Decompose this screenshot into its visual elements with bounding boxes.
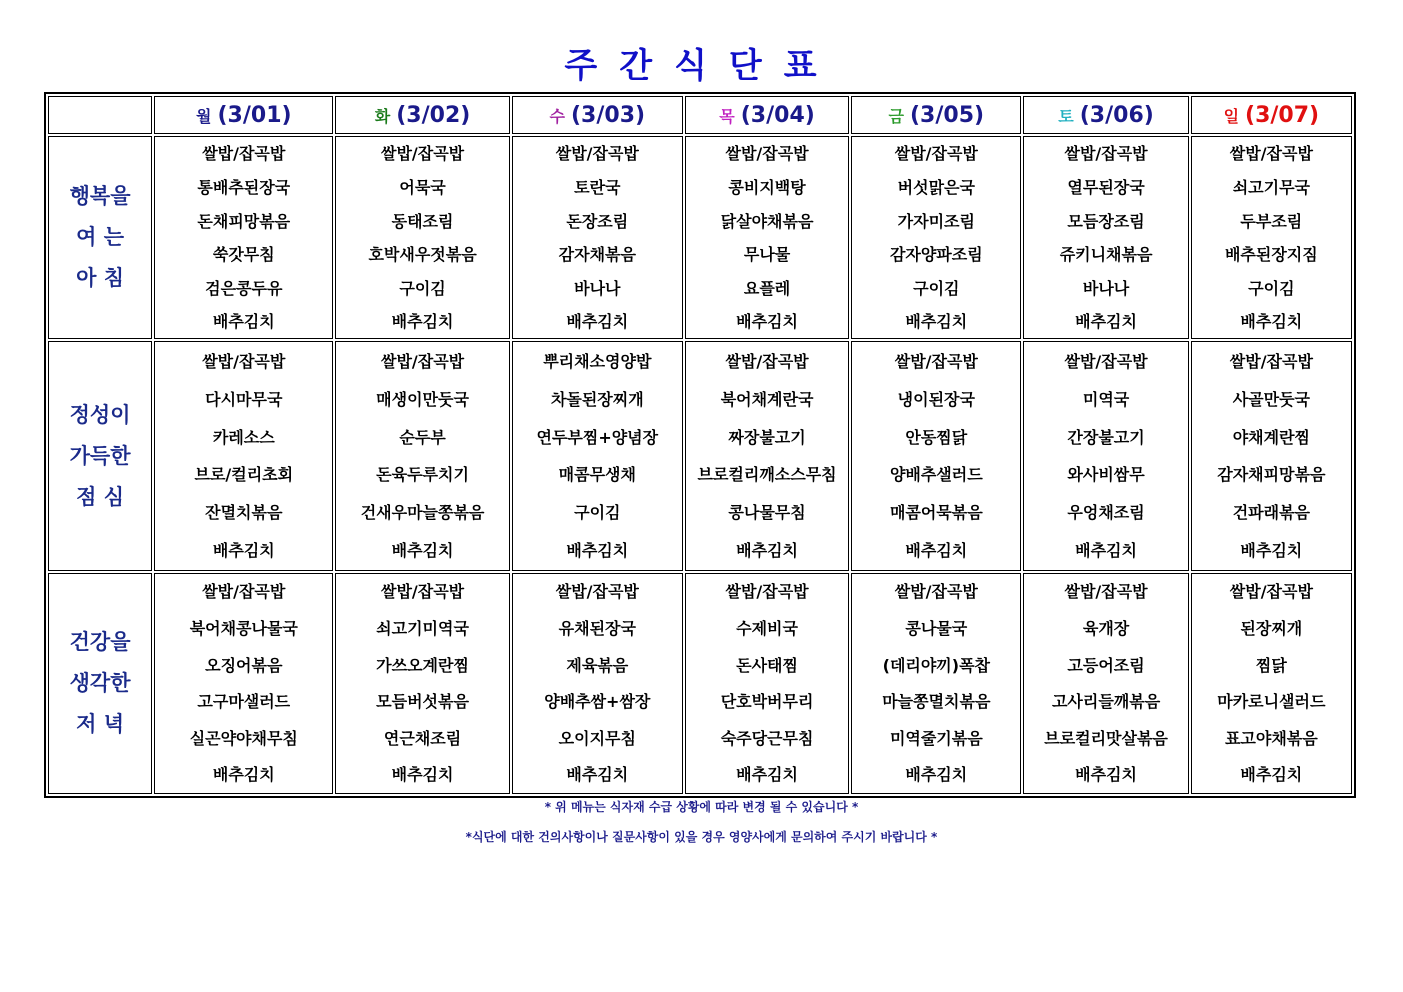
menu-item: 쌀밥/잡곡밥	[202, 582, 286, 602]
day-header	[1191, 96, 1352, 134]
meal-label	[48, 136, 152, 339]
menu-item: 건파래볶음	[1232, 503, 1310, 523]
menu-item: 사골만둣국	[1232, 389, 1310, 409]
menu-item: 마카로니샐러드	[1217, 692, 1326, 712]
menu-item: 구이김	[913, 278, 960, 298]
day-glyph: 월	[196, 106, 212, 126]
menu-item: 와사비쌈무	[1067, 465, 1145, 485]
menu-item: 콩비지백탕	[728, 177, 806, 197]
menu-item: 어묵국	[399, 177, 446, 197]
day-header	[851, 96, 1021, 134]
menu-item: 배추김치	[391, 765, 454, 785]
meal-label-line: 정성이	[69, 402, 131, 427]
menu-item: 브로컬리맛살볶음	[1044, 728, 1168, 748]
menu-item: 배추김치	[212, 765, 275, 785]
menu-item: 유채된장국	[558, 619, 636, 639]
menu-item: 실곤약야채무침	[189, 728, 298, 748]
day-date: (3/01)	[217, 102, 292, 128]
breakfast-row	[48, 136, 1352, 339]
menu-item: 콩나물무침	[728, 503, 806, 523]
menu-item: 배추김치	[736, 312, 798, 332]
menu-cell	[1191, 136, 1352, 339]
menu-cell	[1023, 573, 1188, 794]
menu-item: 다시마무국	[205, 389, 283, 409]
menu-item: 바나나	[574, 278, 621, 298]
menu-item: 쌀밥/잡곡밥	[894, 351, 978, 371]
menu-item: 쌀밥/잡곡밥	[1229, 144, 1313, 164]
menu-item: 감자양파조림	[889, 245, 983, 265]
menu-item: 우엉채조림	[1067, 503, 1145, 523]
menu-item: 버섯맑은국	[897, 177, 975, 197]
menu-item: (데리야끼)폭찹	[882, 655, 990, 675]
menu-item: 고사리들깨볶음	[1051, 692, 1161, 712]
day-date: (3/07)	[1245, 102, 1320, 128]
meal-label-line: 여 는	[76, 225, 125, 250]
menu-item: 배추김치	[1240, 312, 1303, 332]
meal-label	[48, 341, 152, 570]
menu-item: 쇠고기무국	[1232, 177, 1310, 197]
menu-item: 차돌된장찌개	[550, 389, 644, 409]
menu-item: 마늘쫑멸치볶음	[882, 692, 991, 712]
menu-item: 쌀밥/잡곡밥	[1064, 582, 1148, 602]
menu-item: 구이김	[1248, 278, 1295, 298]
menu-item: 쌀밥/잡곡밥	[380, 582, 465, 602]
menu-item: 미역줄기볶음	[889, 728, 983, 748]
lunch-row	[48, 341, 1352, 570]
menu-item: 수제비국	[736, 619, 798, 639]
menu-cell	[154, 573, 333, 794]
menu-item: 양배추샐러드	[889, 465, 983, 485]
menu-cell	[685, 573, 849, 794]
menu-item: 야채계란찜	[1232, 427, 1310, 447]
menu-item: 무나물	[743, 245, 791, 265]
menu-item: 배추김치	[391, 541, 454, 561]
day-date: (3/03)	[571, 102, 646, 128]
menu-item: 배추김치	[1075, 541, 1137, 561]
menu-item: 콩나물국	[905, 619, 968, 639]
menu-item: 배추김치	[212, 312, 275, 332]
menu-item: 가자미조림	[897, 211, 975, 231]
menu-item: 쌀밥/잡곡밥	[202, 351, 286, 371]
menu-item: 숙주당근무침	[720, 728, 814, 748]
menu-item: 쌀밥/잡곡밥	[1064, 144, 1148, 164]
menu-item: 토란국	[574, 177, 621, 197]
menu-cell	[512, 341, 683, 570]
menu-cell	[1023, 341, 1188, 570]
menu-item: 오이지무침	[558, 728, 636, 748]
day-header	[685, 96, 849, 134]
menu-item: 양배추쌈+쌈장	[544, 692, 651, 712]
menu-item: 쑥갓무침	[212, 245, 275, 265]
menu-item: 표고야채볶음	[1224, 728, 1318, 748]
day-header	[512, 96, 683, 134]
menu-item: 감자채볶음	[558, 245, 636, 265]
menu-item: 카레소스	[212, 427, 275, 447]
corner-cell	[48, 96, 152, 134]
menu-item: 쥬키니채볶음	[1059, 245, 1153, 265]
menu-item: 열무된장국	[1067, 177, 1145, 197]
menu-item: 배추김치	[566, 312, 629, 332]
day-glyph: 수	[549, 106, 565, 126]
menu-item: 안동찜닭	[905, 427, 968, 447]
meal-label-line: 점 심	[76, 484, 125, 509]
menu-item: 배추김치	[1075, 765, 1137, 785]
menu-item: 간장불고기	[1067, 427, 1145, 447]
meal-label-line: 생각한	[69, 670, 131, 695]
menu-item: 쌀밥/잡곡밥	[894, 582, 978, 602]
day-glyph: 목	[719, 106, 735, 126]
menu-item: 매콤무생채	[558, 465, 636, 485]
menu-item: 모듬장조림	[1067, 211, 1145, 231]
menu-item: 미역국	[1082, 389, 1130, 409]
menu-item: 감자채피망볶음	[1217, 465, 1326, 485]
menu-item: 쌀밥/잡곡밥	[555, 144, 639, 164]
menu-item: 가쓰오계란찜	[376, 655, 469, 675]
menu-cell	[685, 341, 849, 570]
menu-cell	[1191, 573, 1352, 794]
menu-item: 두부조림	[1240, 211, 1303, 231]
menu-item: 배추김치	[736, 541, 798, 561]
menu-item: 순두부	[399, 427, 446, 447]
menu-item: 배추된장지짐	[1224, 245, 1318, 265]
day-date: (3/05)	[910, 102, 985, 128]
day-glyph: 일	[1223, 106, 1240, 126]
menu-item: 배추김치	[736, 765, 798, 785]
menu-item: 쌀밥/잡곡밥	[380, 351, 465, 371]
menu-item: 오징어볶음	[205, 655, 283, 675]
day-header	[1023, 96, 1188, 134]
notice-contact: *식단에 대한 건의사항이나 질문사항이 있을 경우 영양사에게 문의하여 주시기 바랍니다 *	[465, 830, 938, 844]
menu-cell	[851, 136, 1021, 339]
menu-item: 쌀밥/잡곡밥	[725, 144, 809, 164]
day-header	[154, 96, 333, 134]
menu-cell	[851, 341, 1021, 570]
menu-item: 돈사태찜	[736, 655, 798, 675]
menu-item: 쌀밥/잡곡밥	[202, 144, 286, 164]
menu-item: 쌀밥/잡곡밥	[1064, 351, 1148, 371]
meal-label-line: 건강을	[69, 629, 131, 654]
menu-cell	[512, 136, 683, 339]
meal-label-line: 행복을	[69, 184, 131, 209]
menu-item: 돈채피망볶음	[197, 211, 291, 231]
meal-label-line: 가득한	[69, 443, 131, 468]
menu-item: 쌀밥/잡곡밥	[894, 144, 978, 164]
menu-item: 북어채콩나물국	[189, 619, 298, 639]
menu-item: 구이김	[399, 278, 446, 298]
menu-item: 배추김치	[566, 541, 629, 561]
day-glyph: 토	[1058, 106, 1074, 126]
menu-item: 돈장조림	[566, 211, 629, 231]
menu-item: 모듬버섯볶음	[376, 692, 469, 712]
menu-item: 배추김치	[1240, 765, 1303, 785]
menu-item: 쌀밥/잡곡밥	[1229, 351, 1313, 371]
menu-item: 짜장불고기	[728, 427, 806, 447]
menu-item: 배추김치	[905, 541, 968, 561]
meal-label-line: 저 녁	[76, 711, 125, 736]
menu-item: 제육볶음	[566, 655, 629, 675]
menu-item: 쌀밥/잡곡밥	[725, 351, 809, 371]
meal-label	[48, 573, 152, 794]
menu-item: 매콤어묵볶음	[889, 503, 983, 523]
menu-cell	[1191, 341, 1352, 570]
menu-item: 요플레	[743, 278, 791, 298]
menu-item: 육개장	[1082, 619, 1130, 639]
menu-item: 배추김치	[905, 765, 968, 785]
menu-item: 쌀밥/잡곡밥	[555, 582, 639, 602]
menu-item: 바나나	[1082, 278, 1130, 298]
day-date: (3/02)	[396, 102, 471, 128]
menu-item: 동태조림	[391, 211, 454, 231]
header-row	[48, 96, 1352, 134]
menu-cell	[335, 573, 509, 794]
menu-item: 배추김치	[391, 312, 454, 332]
menu-item: 구이김	[574, 503, 621, 523]
menu-item: 돈육두루치기	[376, 465, 469, 485]
menu-item: 된장찌개	[1240, 619, 1303, 639]
menu-item: 냉이된장국	[897, 389, 975, 409]
menu-item: 고등어조림	[1067, 655, 1145, 675]
dinner-row	[48, 573, 1352, 794]
menu-item: 북어채계란국	[720, 389, 814, 409]
menu-item: 브로컬리깨소스무침	[697, 465, 837, 485]
menu-item: 배추김치	[212, 541, 275, 561]
menu-cell	[851, 573, 1021, 794]
menu-item: 브로/컬리초회	[194, 465, 294, 485]
menu-cell	[512, 573, 683, 794]
menu-item: 찜닭	[1255, 655, 1287, 675]
day-date: (3/06)	[1079, 102, 1154, 128]
page-title: 주간식단표	[564, 46, 839, 86]
menu-item: 매생이만둣국	[376, 389, 469, 409]
menu-item: 연두부찜+양념장	[536, 427, 659, 447]
menu-cell	[1023, 136, 1188, 339]
menu-item: 통배추된장국	[197, 177, 291, 197]
menu-item: 쇠고기미역국	[376, 619, 469, 639]
day-glyph: 금	[888, 106, 904, 126]
day-glyph: 화	[374, 106, 391, 126]
menu-item: 뿌리채소영양밥	[543, 351, 652, 371]
menu-item: 닭살야채볶음	[720, 211, 814, 231]
menu-item: 잔멸치볶음	[205, 503, 283, 523]
meal-label-line: 아 침	[76, 266, 125, 291]
menu-item: 건새우마늘쫑볶음	[360, 503, 485, 523]
day-date: (3/04)	[740, 102, 815, 128]
menu-item: 배추김치	[1240, 541, 1303, 561]
menu-item: 검은콩두유	[205, 278, 283, 298]
menu-item: 배추김치	[1075, 312, 1137, 332]
menu-item: 쌀밥/잡곡밥	[380, 144, 465, 164]
menu-item: 호박새우젓볶음	[368, 245, 477, 265]
menu-item: 연근채조림	[383, 728, 462, 748]
menu-item: 쌀밥/잡곡밥	[1229, 582, 1313, 602]
weekly-menu-table	[44, 92, 1356, 798]
menu-item: 배추김치	[905, 312, 968, 332]
notice-change: * 위 메뉴는 식자재 수급 상황에 따라 변경 될 수 있습니다 *	[544, 800, 859, 814]
menu-item: 단호박버무리	[720, 692, 814, 712]
menu-cell	[154, 341, 333, 570]
menu-cell	[335, 341, 509, 570]
menu-item: 고구마샐러드	[197, 692, 291, 712]
menu-cell	[154, 136, 333, 339]
menu-item: 쌀밥/잡곡밥	[725, 582, 809, 602]
menu-cell	[685, 136, 849, 339]
day-header	[335, 96, 509, 134]
menu-item: 배추김치	[566, 765, 629, 785]
menu-cell	[335, 136, 509, 339]
